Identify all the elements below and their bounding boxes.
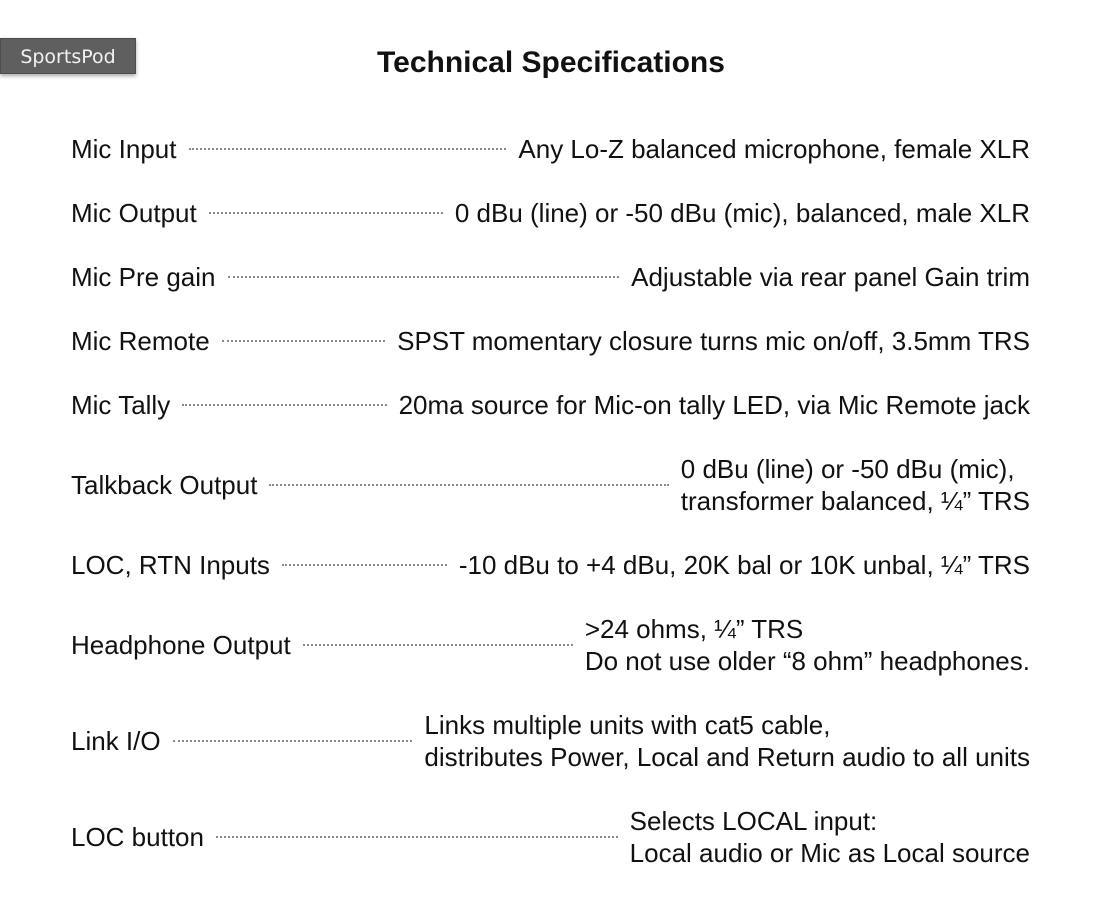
spec-row-mic-input: [71, 133, 1030, 165]
spec-value: [631, 261, 1030, 293]
spec-value: [585, 613, 1030, 677]
spec-value: [630, 805, 1030, 869]
spec-value-line: Selects LOCAL input:: [629, 806, 878, 836]
spec-row-loc-button: [71, 805, 1030, 869]
spec-value: [397, 325, 1030, 357]
spec-label: Mic Output: [71, 198, 197, 228]
spec-row-headphone-output: [71, 613, 1030, 677]
dotted-leader: [269, 484, 668, 486]
dotted-leader: [282, 564, 447, 566]
spec-value: [518, 133, 1030, 165]
spec-row-link-io: [71, 709, 1030, 773]
spec-row-loc-rtn-inputs: [71, 549, 1030, 581]
spec-value-line: >24 ohms, ¼” TRS: [584, 614, 804, 644]
spec-label: Mic Pre gain: [71, 262, 216, 292]
dotted-leader: [222, 340, 385, 342]
spec-value-line: Adjustable via rear panel Gain trim: [631, 262, 1030, 292]
dotted-leader: [216, 836, 618, 838]
dotted-leader: [209, 212, 443, 214]
dotted-leader: [303, 644, 573, 646]
spec-row-mic-output: [71, 197, 1030, 229]
spec-label: Mic Remote: [71, 326, 210, 356]
spec-row-mic-pre-gain: [71, 261, 1030, 293]
spec-value-line: 0 dBu (line) or -50 dBu (mic), balanced, male XLR: [454, 198, 1030, 228]
dotted-leader: [182, 404, 386, 406]
spec-value: [681, 453, 1030, 517]
spec-value-line: distributes Power, Local and Return audio to all units: [424, 742, 1030, 772]
app-badge: SportsPod: [0, 38, 136, 74]
spec-label: Headphone Output: [71, 630, 291, 660]
spec-value-line: Do not use older “8 ohm” headphones.: [584, 646, 1030, 676]
spec-value-line: SPST momentary closure turns mic on/off, 3.5mm TRS: [397, 326, 1030, 356]
spec-label: Mic Input: [71, 134, 177, 164]
spec-value: [459, 549, 1030, 581]
spec-label: LOC, RTN Inputs: [71, 550, 270, 580]
dotted-leader: [173, 740, 413, 742]
spec-value-line: -10 dBu to +4 dBu, 20K bal or 10K unbal, ¼” TRS: [458, 550, 1030, 580]
spec-value: [455, 197, 1030, 229]
spec-row-mic-remote: [71, 325, 1030, 357]
spec-value-line: Any Lo-Z balanced microphone, female XLR: [518, 134, 1030, 164]
spec-value-line: 20ma source for Mic-on tally LED, via Mic Remote jack: [398, 390, 1030, 420]
spec-label: Link I/O: [71, 726, 161, 756]
page-title: Technical Specifications: [377, 46, 725, 79]
spec-row-mic-tally: [71, 389, 1030, 421]
spec-value-line: 0 dBu (line) or -50 dBu (mic),: [680, 454, 1015, 484]
dotted-leader: [189, 148, 507, 150]
spec-label: Talkback Output: [71, 470, 258, 500]
spec-value: [424, 709, 1030, 773]
spec-row-talkback-output: [71, 453, 1030, 517]
spec-label: LOC button: [71, 822, 204, 852]
spec-value-line: Links multiple units with cat5 cable,: [424, 710, 831, 740]
spec-value: [399, 389, 1030, 421]
spec-value-line: transformer balanced, ¼” TRS: [680, 486, 1030, 516]
spec-value-line: Local audio or Mic as Local source: [629, 838, 1030, 868]
dotted-leader: [228, 276, 620, 278]
spec-label: Mic Tally: [71, 390, 171, 420]
